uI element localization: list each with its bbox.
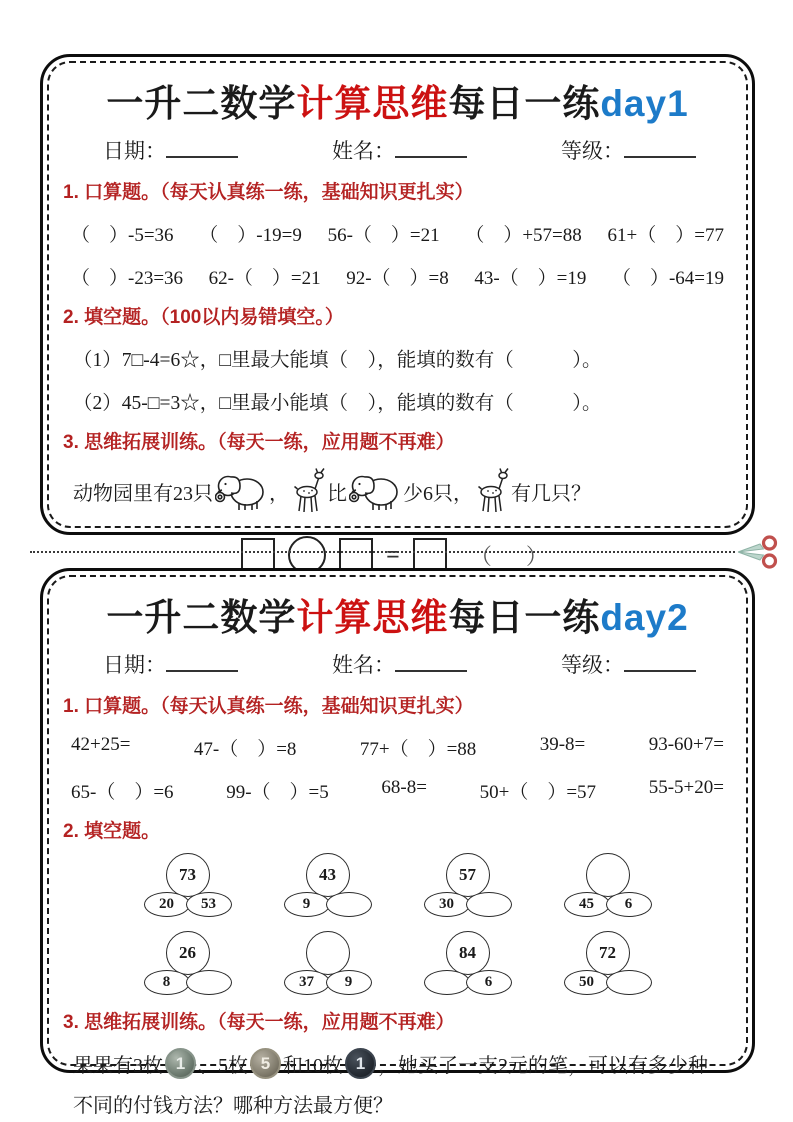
bond-total-circle: 57	[446, 853, 490, 897]
name-field	[332, 135, 467, 165]
problem-text: ，	[269, 482, 289, 505]
oral-problem: 65-（ ）=6	[71, 782, 174, 803]
answer-unit-paren: （ ）	[469, 543, 554, 569]
bond-part-right: 53	[186, 892, 232, 917]
bond-part-left	[424, 970, 470, 995]
bond-part-left: 20	[144, 892, 190, 917]
deer-icon	[291, 468, 325, 514]
worksheet-card-day1	[40, 54, 755, 569]
name-blank-line	[395, 138, 467, 158]
problem-text: 少6只，	[403, 482, 473, 505]
bond-total-circle: 73	[166, 853, 210, 897]
bond-total-circle	[586, 853, 630, 897]
number-bond-diagram	[144, 931, 232, 995]
coin-problem-line2: 不同的付钱方法？哪种方法最方便？	[73, 1095, 393, 1117]
grade-blank-line	[624, 652, 696, 672]
worksheet-title-day1	[69, 73, 726, 127]
number-bond-diagram	[424, 931, 512, 995]
bond-part-left: 30	[424, 892, 470, 917]
elephant-icon	[215, 470, 267, 512]
meta-row-day2	[69, 649, 726, 679]
title-part-topic: 计算思维	[296, 597, 449, 638]
number-bond-diagram	[564, 931, 652, 995]
fill-blank-item-1: （1）7□-4=6☆，□里最大能填（ ），能填的数有（ ）。	[73, 350, 602, 371]
title-part-subject: 一升二数学	[106, 597, 297, 638]
number-bond-row2	[69, 931, 726, 995]
title-part-practice: 每日一练	[448, 83, 601, 124]
date-blank-line	[166, 652, 238, 672]
worksheet-card-day2	[40, 568, 755, 1117]
section2-heading-day2: 2. 填空题。	[63, 821, 161, 842]
oral-problem: 93-60+7=	[648, 734, 724, 755]
bond-part-left: 9	[284, 892, 330, 917]
deer-icon	[475, 468, 509, 514]
date-field	[103, 649, 238, 679]
answer-number-box	[241, 538, 275, 572]
oral-problem: （ ）-23=36	[71, 268, 184, 289]
bond-part-right	[186, 970, 232, 995]
grade-field	[561, 649, 696, 679]
grade-field	[561, 135, 696, 165]
bond-part-left: 37	[284, 970, 330, 995]
elephant-icon	[349, 470, 401, 512]
oral-problems-row1-day1	[69, 220, 726, 247]
bond-part-right	[326, 892, 372, 917]
scissors-icon	[736, 533, 780, 576]
oral-problem: 55-5+20=	[648, 777, 724, 798]
answer-number-box	[413, 538, 447, 572]
oral-problem: 92-（ ）=8	[346, 268, 449, 289]
animal-word-problem	[69, 468, 726, 514]
bond-part-left: 8	[144, 970, 190, 995]
oral-problem: 61+（ ）=77	[607, 225, 724, 246]
bond-part-left: 50	[564, 970, 610, 995]
problem-text: 果果有3枚	[73, 1055, 163, 1077]
cut-line	[30, 551, 735, 553]
fill-blank-item-2: （2）45-□=3☆，□里最小能填（ ），能填的数有（ ）。	[73, 393, 602, 414]
oral-problem: 56-（ ）=21	[327, 225, 440, 246]
bond-total-circle: 43	[306, 853, 350, 897]
oral-problem: 99-（ ）=5	[226, 782, 329, 803]
bond-part-right	[466, 892, 512, 917]
bond-total-circle: 72	[586, 931, 630, 975]
bond-part-right: 6	[466, 970, 512, 995]
bond-part-right	[606, 970, 652, 995]
card-inner-border-day1	[47, 61, 748, 569]
bond-part-right: 9	[326, 970, 372, 995]
oral-problem: 77+（ ）=88	[359, 739, 477, 760]
date-blank-line	[166, 138, 238, 158]
number-bond-diagram	[284, 853, 372, 917]
answer-number-box	[339, 538, 373, 572]
oral-problem: 42+25=	[71, 734, 131, 755]
title-part-practice: 每日一练	[448, 597, 601, 638]
problem-text: 比	[327, 482, 347, 505]
oral-problem: 39-8=	[539, 734, 586, 755]
equals-sign: =	[386, 541, 400, 568]
problem-text: 有几只？	[511, 482, 591, 505]
bond-total-circle: 84	[446, 931, 490, 975]
worksheet-title-day2	[69, 587, 726, 641]
grade-blank-line	[624, 138, 696, 158]
date-label: 日期：	[103, 653, 166, 677]
one-yuan-coin-icon: 1	[165, 1048, 196, 1079]
five-jiao-coin-icon: 5	[250, 1048, 281, 1079]
bond-part-right: 6	[606, 892, 652, 917]
name-blank-line	[395, 652, 467, 672]
section2-heading-day1: 2. 填空题。（100以内易错填空。）	[63, 307, 344, 328]
title-part-topic: 计算思维	[296, 83, 449, 124]
bond-total-circle	[306, 931, 350, 975]
oral-problems-row2-day2	[69, 777, 726, 804]
oral-problem: 68-8=	[381, 777, 427, 798]
problem-text: 动物园里有23只	[73, 482, 213, 505]
name-label: 姓名：	[332, 653, 395, 677]
one-jiao-coin-icon: 1	[345, 1048, 376, 1079]
title-part-subject: 一升二数学	[106, 83, 297, 124]
problem-text: 、5枚	[198, 1055, 248, 1077]
oral-problem: 47-（ ）=8	[193, 739, 297, 760]
section3-heading-day1: 3. 思维拓展训练。（每天一练，应用题不再难）	[63, 432, 455, 453]
title-day-number: day2	[600, 597, 689, 638]
meta-row-day1	[69, 135, 726, 165]
oral-problem: 43-（ ）=19	[474, 268, 587, 289]
number-bond-diagram	[564, 853, 652, 917]
grade-label: 等级：	[561, 653, 624, 677]
section3-heading-day2: 3. 思维拓展训练。（每天一练，应用题不再难）	[63, 1012, 455, 1033]
number-bond-row1	[69, 853, 726, 917]
oral-problem: （ ）+57=88	[465, 225, 582, 246]
card-inner-border-day2	[47, 575, 748, 1117]
bond-total-circle: 26	[166, 931, 210, 975]
section1-heading-day1: 1. 口算题。（每天认真练一练，基础知识更扎实）	[63, 182, 474, 203]
problem-text: ，她买了一支2元的笔，可以有多少种	[378, 1055, 708, 1077]
oral-problems-row2-day1	[69, 263, 726, 290]
oral-problem: （ ）-5=36	[71, 225, 174, 246]
date-label: 日期：	[103, 139, 166, 163]
grade-label: 等级：	[561, 139, 624, 163]
coin-word-problem	[69, 1048, 726, 1079]
oral-problems-row1-day2	[69, 734, 726, 761]
name-field	[332, 649, 467, 679]
number-bond-diagram	[424, 853, 512, 917]
number-bond-diagram	[144, 853, 232, 917]
name-label: 姓名：	[332, 139, 395, 163]
oral-problem: 50+（ ）=57	[479, 782, 597, 803]
bond-part-left: 45	[564, 892, 610, 917]
date-field	[103, 135, 238, 165]
number-bond-diagram	[284, 931, 372, 995]
oral-problem: 62-（ ）=21	[208, 268, 321, 289]
section1-heading-day2: 1. 口算题。（每天认真练一练，基础知识更扎实）	[63, 696, 474, 717]
problem-text: 和10枚	[283, 1055, 343, 1077]
title-day-number: day1	[600, 83, 689, 124]
oral-problem: （ ）-64=19	[611, 268, 724, 289]
oral-problem: （ ）-19=9	[199, 225, 302, 246]
